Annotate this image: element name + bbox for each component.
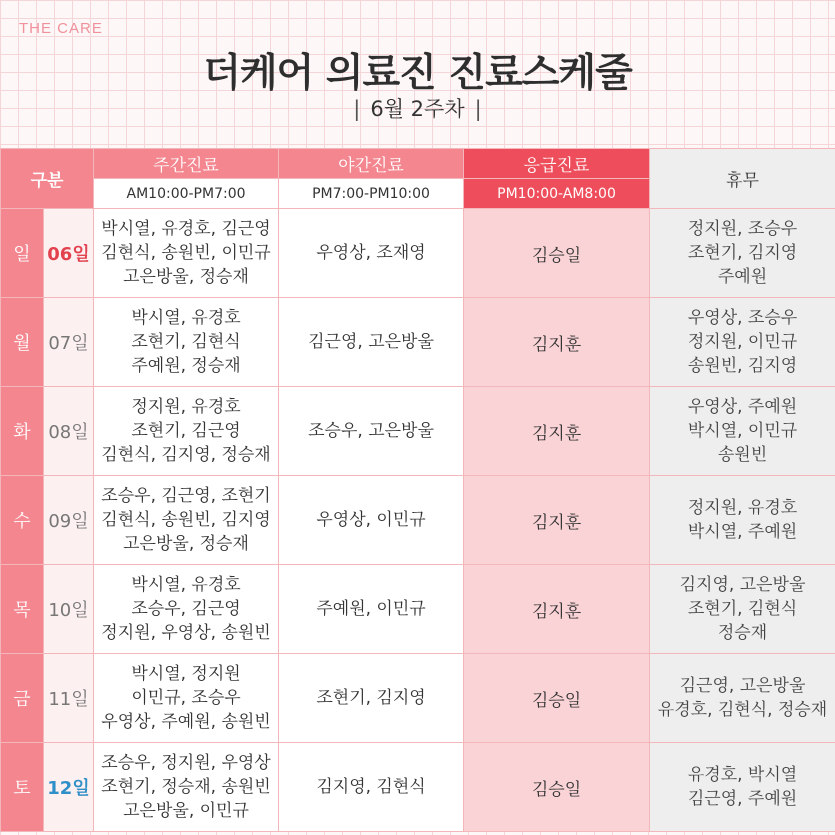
header-day-time: AM10:00-PM7:00 [94,179,279,209]
staff-names: 주예원 [717,267,768,287]
staff-names: 박시열, 유경호, 김근영 [101,219,271,239]
staff-names: 조현기, 김근영 [131,421,241,441]
weekday-cell: 토 [1,743,44,832]
schedule-row [1,476,835,565]
emergency-cell: 김지훈 [464,387,650,476]
weekday-cell: 목 [1,565,44,654]
staff-names: 송원빈, 김지영 [687,356,798,376]
staff-names: 김근영, 주예원 [687,789,798,809]
day-off-cell [650,476,835,565]
staff-names: 김현식, 김지영, 정승재 [101,445,271,465]
staff-names: 박시열, 정지원 [131,664,241,684]
emergency-cell: 김승일 [464,743,650,832]
subtitle-bar-left: | [353,97,361,121]
staff-names: 주예원, 정승재 [131,356,241,376]
staff-names: 고은방울, 정승재 [123,534,249,554]
staff-names: 정지원, 이민규 [687,332,798,352]
schedule-row [1,654,835,743]
emergency-cell: 김지훈 [464,565,650,654]
staff-names: 김지영, 김현식 [316,777,426,797]
schedule-row [1,209,835,298]
night-shift-cell [279,565,464,654]
staff-names: 고은방울, 정승재 [123,267,249,287]
page-subtitle [0,93,835,123]
day-off-cell [650,565,835,654]
date-cell: 10일 [44,565,94,654]
weekday-cell: 금 [1,654,44,743]
staff-names: 조현기, 김지영 [687,243,798,263]
date-cell: 06일 [44,209,94,298]
date-cell: 12일 [44,743,94,832]
emergency-cell: 김지훈 [464,476,650,565]
day-shift-cell [94,387,279,476]
staff-names: 우영상, 이민규 [316,510,426,530]
header-day-off: 휴무 [650,149,835,209]
day-shift-cell [94,476,279,565]
staff-names: 송원빈 [717,445,768,465]
header-night-shift: 야간진료 [279,149,464,179]
weekday-cell: 월 [1,298,44,387]
date-cell: 09일 [44,476,94,565]
emergency-cell: 김승일 [464,209,650,298]
subtitle-bar-right: | [474,97,482,121]
staff-names: 조승우, 정지원, 우영상 [101,753,271,773]
day-shift-cell [94,743,279,832]
day-shift-cell [94,565,279,654]
date-cell: 07일 [44,298,94,387]
staff-names: 박시열, 유경호 [131,308,241,328]
schedule-table [0,148,835,832]
staff-names: 우영상, 주예원 [687,397,798,417]
night-shift-cell [279,298,464,387]
day-shift-cell [94,209,279,298]
week-label: 6월 2주차 [370,97,465,121]
schedule-row [1,387,835,476]
date-cell: 08일 [44,387,94,476]
brand-logo-text: THE CARE [19,20,103,37]
header-gubun: 구분 [1,149,94,209]
staff-names: 김현식, 송원빈, 이민규 [101,243,271,263]
schedule-row [1,298,835,387]
staff-names: 박시열, 이민규 [687,421,798,441]
schedule-row [1,565,835,654]
staff-names: 조현기, 김현식 [131,332,241,352]
staff-names: 주예원, 이민규 [316,599,426,619]
staff-names: 정지원, 우영상, 송원빈 [101,623,271,643]
staff-names: 박시열, 주예원 [687,522,798,542]
staff-names: 정지원, 유경호 [687,498,798,518]
staff-names: 우영상, 조승우 [687,308,798,328]
staff-names: 우영상, 조재영 [316,243,426,263]
staff-names: 박시열, 유경호 [131,575,241,595]
staff-names: 고은방울, 이민규 [123,801,249,821]
page-title: 더케어 의료진 진료스케줄 [203,51,632,96]
staff-names: 정승재 [717,623,768,643]
night-shift-cell [279,387,464,476]
staff-names: 우영상, 주예원, 송원빈 [101,712,271,732]
staff-names: 유경호, 박시열 [687,765,798,785]
staff-names: 김지영, 고은방울 [679,575,806,595]
header-emergency-time: PM10:00-AM8:00 [464,179,650,209]
header-emergency: 응급진료 [464,149,650,179]
staff-names: 조현기, 김현식 [687,599,798,619]
day-off-cell [650,654,835,743]
weekday-cell: 수 [1,476,44,565]
emergency-cell: 김승일 [464,654,650,743]
staff-names: 김근영, 고은방울 [308,332,434,352]
night-shift-cell [279,476,464,565]
date-cell: 11일 [44,654,94,743]
day-off-cell [650,387,835,476]
night-shift-cell [279,209,464,298]
staff-names: 조현기, 김지영 [316,688,426,708]
staff-names: 정지원, 조승우 [687,219,798,239]
staff-names: 김현식, 송원빈, 김지영 [101,510,271,530]
staff-names: 조승우, 고은방울 [308,421,434,441]
staff-names: 이민규, 조승우 [131,688,241,708]
day-off-cell [650,209,835,298]
day-shift-cell [94,298,279,387]
night-shift-cell [279,743,464,832]
day-off-cell [650,743,835,832]
day-off-cell [650,298,835,387]
header-day-shift: 주간진료 [94,149,279,179]
schedule-row [1,743,835,832]
staff-names: 정지원, 유경호 [131,397,241,417]
staff-names: 조승우, 김근영, 조현기 [101,486,271,506]
staff-names: 조승우, 김근영 [131,599,241,619]
weekday-cell: 일 [1,209,44,298]
weekday-cell: 화 [1,387,44,476]
emergency-cell: 김지훈 [464,298,650,387]
staff-names: 김근영, 고은방울 [679,676,806,696]
night-shift-cell [279,654,464,743]
staff-names: 조현기, 정승재, 송원빈 [101,777,271,797]
header-night-time: PM7:00-PM10:00 [279,179,464,209]
staff-names: 유경호, 김현식, 정승재 [657,700,828,720]
day-shift-cell [94,654,279,743]
